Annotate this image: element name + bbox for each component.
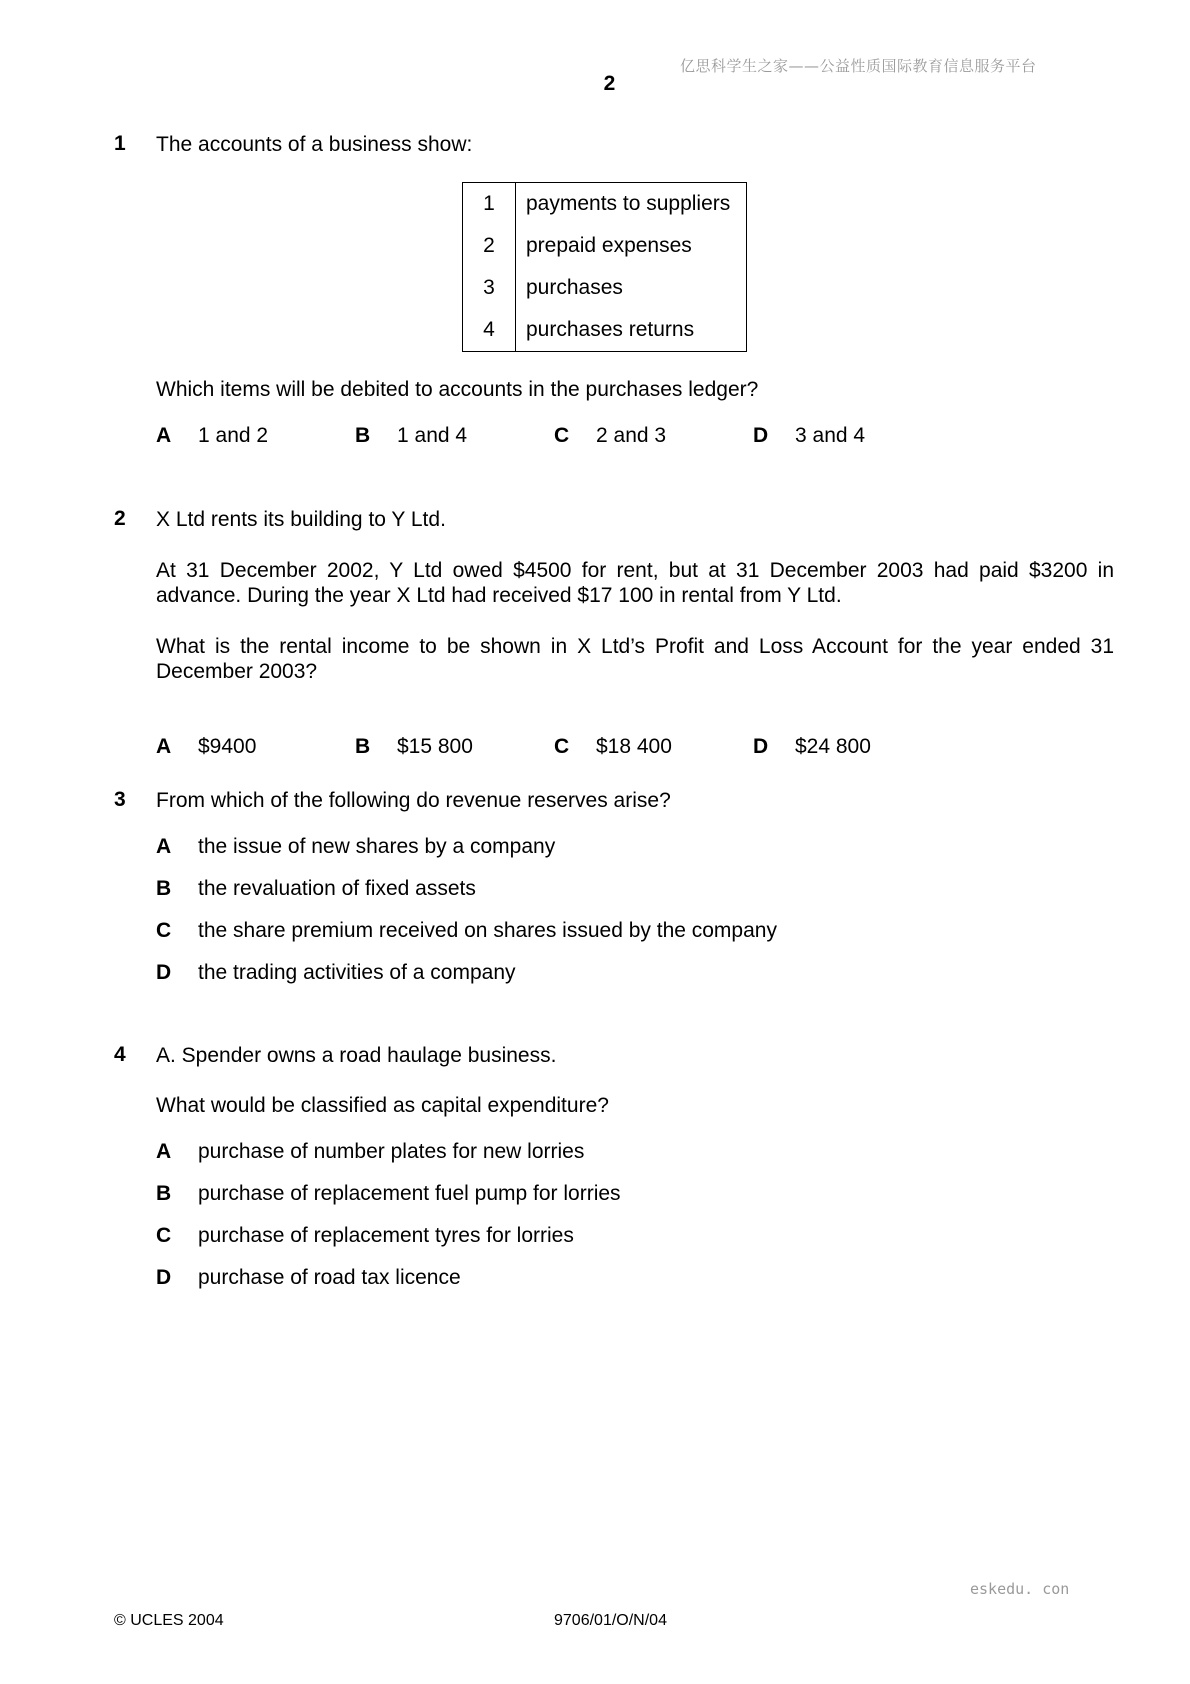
option-d[interactable] bbox=[753, 424, 865, 448]
question-paragraph: At 31 December 2002, Y Ltd owed $4500 for rent, but at 31 December 2003 had paid $3200 in advance. During the year X Ltd had received $17 100 in rental from Y Ltd. bbox=[156, 559, 1114, 607]
page-number: 2 bbox=[603, 72, 616, 95]
option-letter: D bbox=[753, 424, 769, 447]
option-c[interactable] bbox=[156, 1224, 1056, 1266]
question-stem: A. Spender owns a road haulage business. bbox=[156, 1044, 557, 1067]
table-row bbox=[463, 183, 747, 226]
option-letter: B bbox=[156, 1182, 172, 1205]
option-letter: B bbox=[355, 735, 371, 758]
option-text: purchase of road tax licence bbox=[198, 1266, 461, 1289]
option-letter: B bbox=[156, 877, 172, 900]
option-letter: C bbox=[156, 1224, 172, 1247]
option-d[interactable] bbox=[156, 961, 1056, 1003]
option-text: 1 and 4 bbox=[397, 424, 468, 447]
option-text: purchase of number plates for new lorries bbox=[198, 1140, 585, 1163]
footer-copyright: © UCLES 2004 bbox=[114, 1612, 224, 1629]
option-text: $9400 bbox=[198, 735, 257, 758]
footer-code: 9706/01/O/N/04 bbox=[554, 1612, 667, 1629]
option-text: the share premium received on shares issued by the company bbox=[198, 919, 777, 942]
option-letter: D bbox=[753, 735, 769, 758]
question-prompt: What is the rental income to be shown in X Ltd’s Profit and Loss Account for the year ended 31 December 2003? bbox=[156, 635, 1114, 683]
options-list bbox=[156, 835, 1056, 1003]
item-number: 2 bbox=[463, 225, 516, 267]
option-c[interactable] bbox=[156, 919, 1056, 961]
option-text: 1 and 2 bbox=[198, 424, 269, 447]
options-list bbox=[156, 1140, 1056, 1308]
item-label: purchases returns bbox=[526, 318, 695, 341]
items-table bbox=[462, 182, 747, 352]
option-text: $18 400 bbox=[596, 735, 672, 758]
watermark-top: 亿思科学生之家——公益性质国际教育信息服务平台 bbox=[680, 57, 1037, 75]
option-text: 3 and 4 bbox=[795, 424, 866, 447]
watermark-bottom: eskedu. con bbox=[970, 1580, 1070, 1598]
option-letter: D bbox=[156, 1266, 172, 1289]
option-letter: C bbox=[156, 919, 172, 942]
option-letter: D bbox=[156, 961, 172, 984]
item-label: purchases bbox=[526, 276, 623, 299]
item-number: 1 bbox=[463, 183, 516, 226]
option-text: purchase of replacement fuel pump for lorries bbox=[198, 1182, 621, 1205]
option-a[interactable] bbox=[156, 424, 268, 448]
option-text: the revaluation of fixed assets bbox=[198, 877, 476, 900]
option-letter: C bbox=[554, 424, 570, 447]
table-row bbox=[463, 225, 747, 267]
question-number: 4 bbox=[114, 1043, 126, 1066]
question-prompt: Which items will be debited to accounts in the purchases ledger? bbox=[156, 378, 759, 401]
option-d[interactable] bbox=[753, 735, 871, 759]
question-stem: The accounts of a business show: bbox=[156, 133, 473, 156]
table-row bbox=[463, 309, 747, 352]
option-letter: B bbox=[355, 424, 371, 447]
option-letter: C bbox=[554, 735, 570, 758]
option-a[interactable] bbox=[156, 735, 256, 759]
question-number: 3 bbox=[114, 788, 126, 811]
option-text: the issue of new shares by a company bbox=[198, 835, 556, 858]
question-number: 2 bbox=[114, 507, 126, 530]
option-b[interactable] bbox=[156, 877, 1056, 919]
question-prompt: What would be classified as capital expenditure? bbox=[156, 1094, 609, 1117]
option-letter: A bbox=[156, 835, 172, 858]
option-b[interactable] bbox=[355, 424, 467, 448]
item-number: 4 bbox=[463, 309, 516, 352]
option-text: $15 800 bbox=[397, 735, 473, 758]
options-row bbox=[156, 424, 1056, 454]
option-b[interactable] bbox=[355, 735, 473, 759]
item-label: prepaid expenses bbox=[526, 234, 692, 257]
option-c[interactable] bbox=[554, 424, 666, 448]
option-letter: A bbox=[156, 735, 172, 758]
question-stem: X Ltd rents its building to Y Ltd. bbox=[156, 508, 446, 531]
item-number: 3 bbox=[463, 267, 516, 309]
option-b[interactable] bbox=[156, 1182, 1056, 1224]
option-letter: A bbox=[156, 424, 172, 447]
option-a[interactable] bbox=[156, 1140, 1056, 1182]
question-number: 1 bbox=[114, 132, 126, 155]
table-row bbox=[463, 267, 747, 309]
option-text: 2 and 3 bbox=[596, 424, 667, 447]
option-text: the trading activities of a company bbox=[198, 961, 516, 984]
options-row bbox=[156, 735, 1056, 765]
option-a[interactable] bbox=[156, 835, 1056, 877]
option-text: $24 800 bbox=[795, 735, 871, 758]
option-d[interactable] bbox=[156, 1266, 1056, 1308]
option-text: purchase of replacement tyres for lorries bbox=[198, 1224, 574, 1247]
question-stem: From which of the following do revenue reserves arise? bbox=[156, 789, 671, 812]
item-label: payments to suppliers bbox=[526, 192, 731, 215]
option-letter: A bbox=[156, 1140, 172, 1163]
option-c[interactable] bbox=[554, 735, 672, 759]
